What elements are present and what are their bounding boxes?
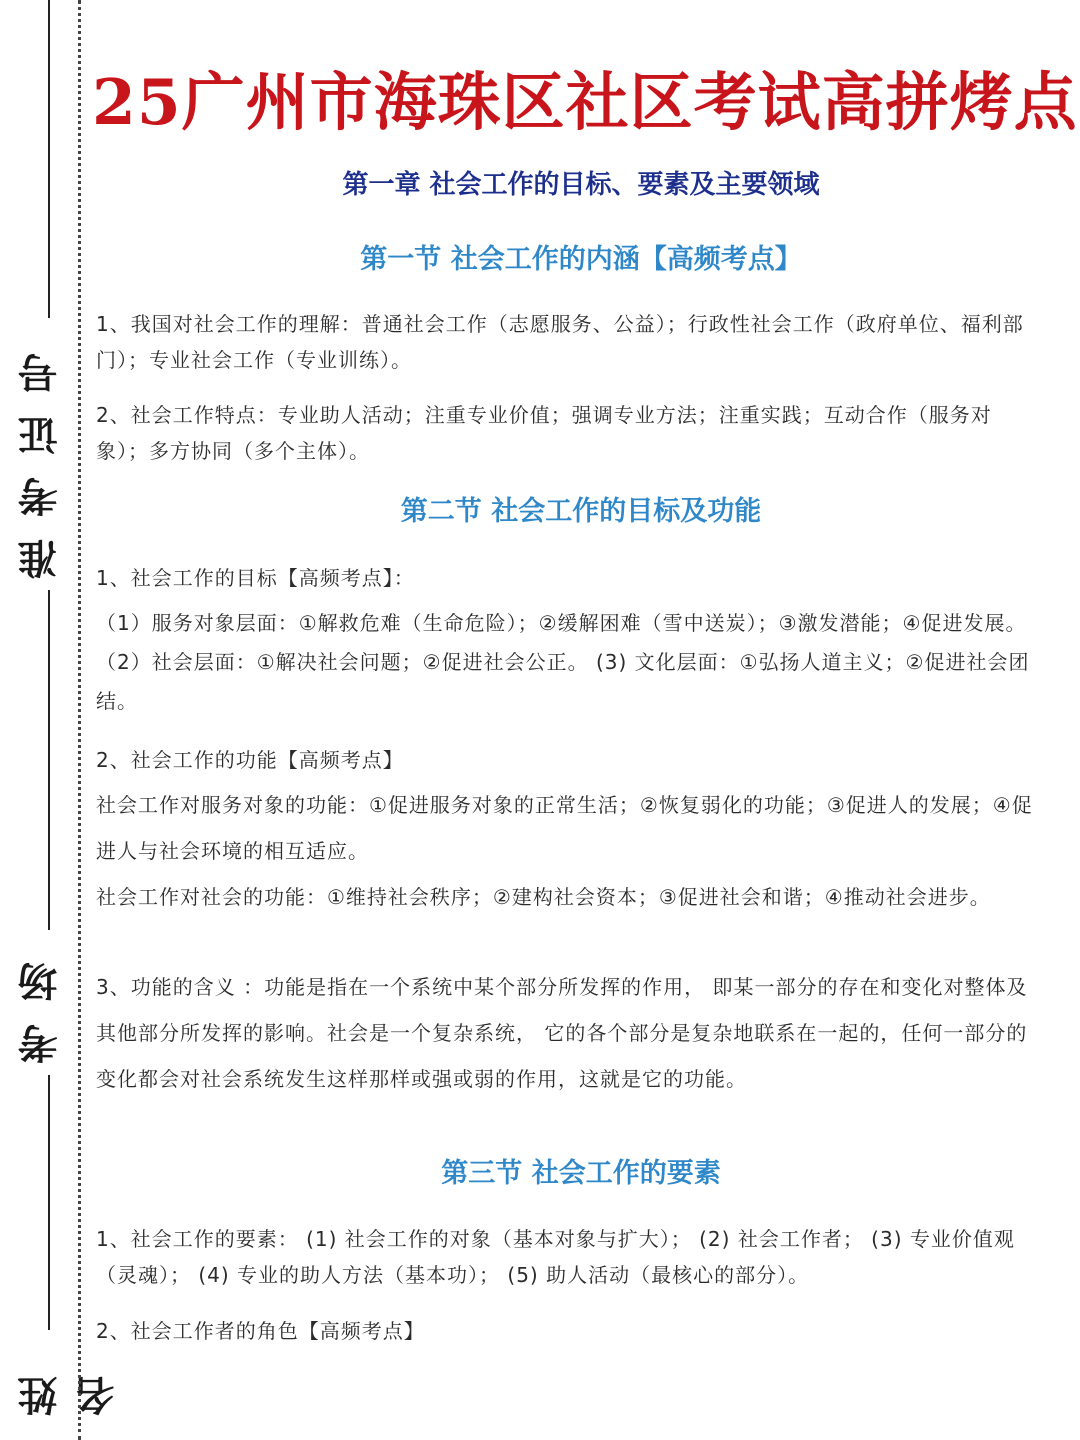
exam-id-label: 准考证号 — [17, 331, 64, 579]
chapter-heading: 第一章 社会工作的目标、要素及主要领域 — [342, 170, 820, 200]
exam-room-label: 考场 — [17, 940, 64, 1065]
binding-dotted-line — [78, 0, 81, 1440]
name-label: 姓名 — [17, 1354, 121, 1416]
binding-line — [48, 0, 50, 318]
paragraph: 社会工作对服务对象的功能：①促进服务对象的正常生活；②恢复弱化的功能；③促进人的发展；④促进人与社会环境的相互适应。 — [96, 793, 1033, 863]
section-heading-2: 第二节 社会工作的目标及功能 — [400, 496, 762, 527]
binding-strip — [0, 0, 121, 1440]
paragraph: 2、社会工作特点：专业助人活动；注重专业价值；强调专业方法；注重实践；互动合作（服务对象）；多方协同（多个主体）。 — [96, 403, 992, 463]
paragraph: 2、社会工作的功能【高频考点】 — [96, 748, 404, 772]
binding-line — [48, 590, 50, 930]
section-heading-1: 第一节 社会工作的内涵【高频考点】 — [360, 244, 802, 275]
paragraph: 1、我国对社会工作的理解：普通社会工作（志愿服务、公益）；行政性社会工作（政府单位、福利部门）；专业社会工作（专业训练）。 — [96, 312, 1024, 372]
section-heading-3: 第三节 社会工作的要素 — [441, 1158, 721, 1189]
paragraph: 3、功能的含义 ：功能是指在一个系统中某个部分所发挥的作用， 即某一部分的存在和变化对整体及其他部分所发挥的影响。社会是一个复杂系统， 它的各个部分是复杂地联系在一起的，任何一部分的变化都会对社会系统发生这样那样或强或弱的作用，这就是它的功能。 — [96, 975, 1028, 1091]
page-title: 25广州市海珠区社区考试高拼烤点 — [92, 65, 1078, 139]
paragraph: 社会工作对社会的功能：①维持社会秩序；②建构社会资本；③促进社会和谐；④推动社会进步。 — [96, 885, 991, 909]
paragraph: 1、社会工作的要素： (1) 社会工作的对象（基本对象与扩大）； (2) 社会工作者； (3) 专业价值观（灵魂）； (4) 专业的助人方法（基本功）； (5) 助人活动（最核心的部分）。 — [96, 1227, 1015, 1287]
paragraph: （1）服务对象层面：①解救危难（生命危险）；②缓解困难（雪中送炭）；③激发潜能；④促进发展。 （2）社会层面：①解决社会问题；②促进社会公正。 (3) 文化层面：①弘扬人道主义；②促进社会团结。 — [96, 611, 1030, 713]
paragraph: 1、社会工作的目标【高频考点】： — [96, 566, 415, 590]
paragraph: 2、社会工作者的角色【高频考点】 — [96, 1319, 425, 1343]
binding-line — [48, 1075, 50, 1330]
